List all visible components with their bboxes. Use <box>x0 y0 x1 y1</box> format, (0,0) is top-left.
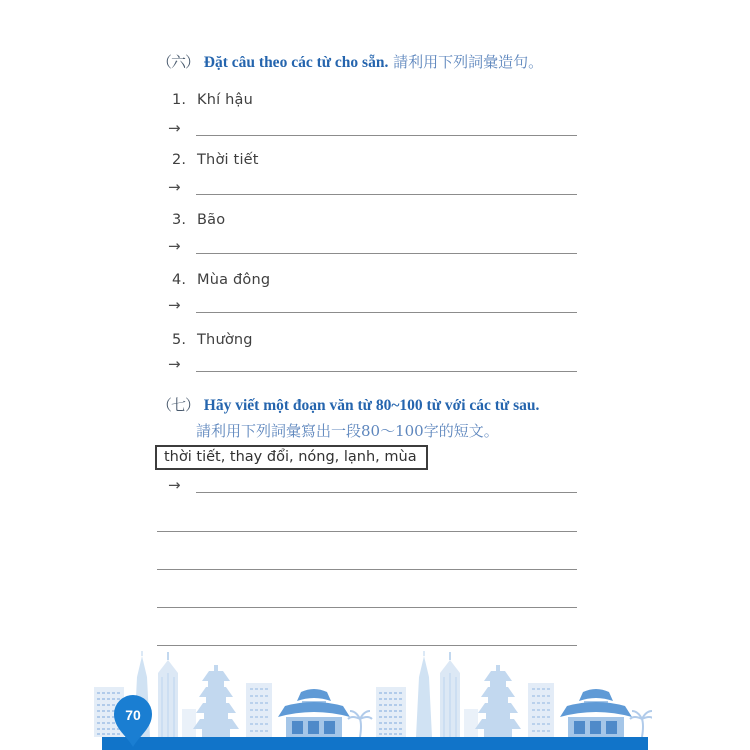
answer-row-2 <box>168 179 578 199</box>
answer-row-5 <box>168 356 578 376</box>
page-number-pin <box>111 694 155 748</box>
item-word: Khí hậu <box>197 92 254 108</box>
item-number: 1. <box>172 92 187 108</box>
arrow-icon: → <box>168 178 181 196</box>
section-six-marker: （六） <box>157 53 200 71</box>
item-word: Thường <box>197 332 253 348</box>
page-number: 70 <box>125 707 141 723</box>
footer-bar <box>102 737 648 750</box>
writing-line[interactable] <box>157 607 577 608</box>
item-number: 2. <box>172 152 187 168</box>
exercise-item-2 <box>172 152 259 168</box>
writing-line[interactable] <box>157 531 577 532</box>
arrow-icon: → <box>168 119 181 137</box>
arrow-icon: → <box>168 237 181 255</box>
answer-line[interactable] <box>196 194 577 195</box>
answer-row-3 <box>168 238 578 258</box>
exercise-item-1 <box>172 92 253 108</box>
exercise-item-4 <box>172 272 270 288</box>
essay-answer-row <box>168 477 578 497</box>
answer-row-1 <box>168 120 578 140</box>
section-seven-subtitle <box>196 420 499 441</box>
item-number: 4. <box>172 272 187 288</box>
writing-line[interactable] <box>157 569 577 570</box>
answer-row-4 <box>168 297 578 317</box>
answer-line[interactable] <box>196 371 577 372</box>
city-skyline-decoration <box>94 651 652 737</box>
writing-line[interactable] <box>157 645 577 646</box>
section-seven-title-chinese: 請利用下列詞彙寫出一段80～100字的短文。 <box>196 422 499 440</box>
section-seven-heading <box>157 395 539 416</box>
arrow-icon: → <box>168 476 181 494</box>
exercise-item-5 <box>172 332 253 348</box>
word-bank-box: thời tiết, thay đổi, nóng, lạnh, mùa <box>155 445 428 470</box>
item-word: Thời tiết <box>197 152 259 168</box>
section-seven-marker: （七） <box>157 396 200 414</box>
item-number: 5. <box>172 332 187 348</box>
answer-line[interactable] <box>196 312 577 313</box>
item-number: 3. <box>172 212 187 228</box>
answer-line[interactable] <box>196 492 577 493</box>
section-six-heading <box>157 52 543 73</box>
answer-line[interactable] <box>196 135 577 136</box>
section-six-title-chinese: 請利用下列詞彙造句。 <box>393 53 544 71</box>
section-six-title-vietnamese: Đặt câu theo các từ cho sẵn. <box>203 54 389 71</box>
item-word: Mùa đông <box>197 272 271 288</box>
arrow-icon: → <box>168 355 181 373</box>
arrow-icon: → <box>168 296 181 314</box>
item-word: Bão <box>197 212 226 228</box>
section-seven-title-vietnamese: Hãy viết một đoạn văn từ 80~100 từ với các từ sau. <box>203 397 540 414</box>
exercise-item-3 <box>172 212 225 228</box>
answer-line[interactable] <box>196 253 577 254</box>
